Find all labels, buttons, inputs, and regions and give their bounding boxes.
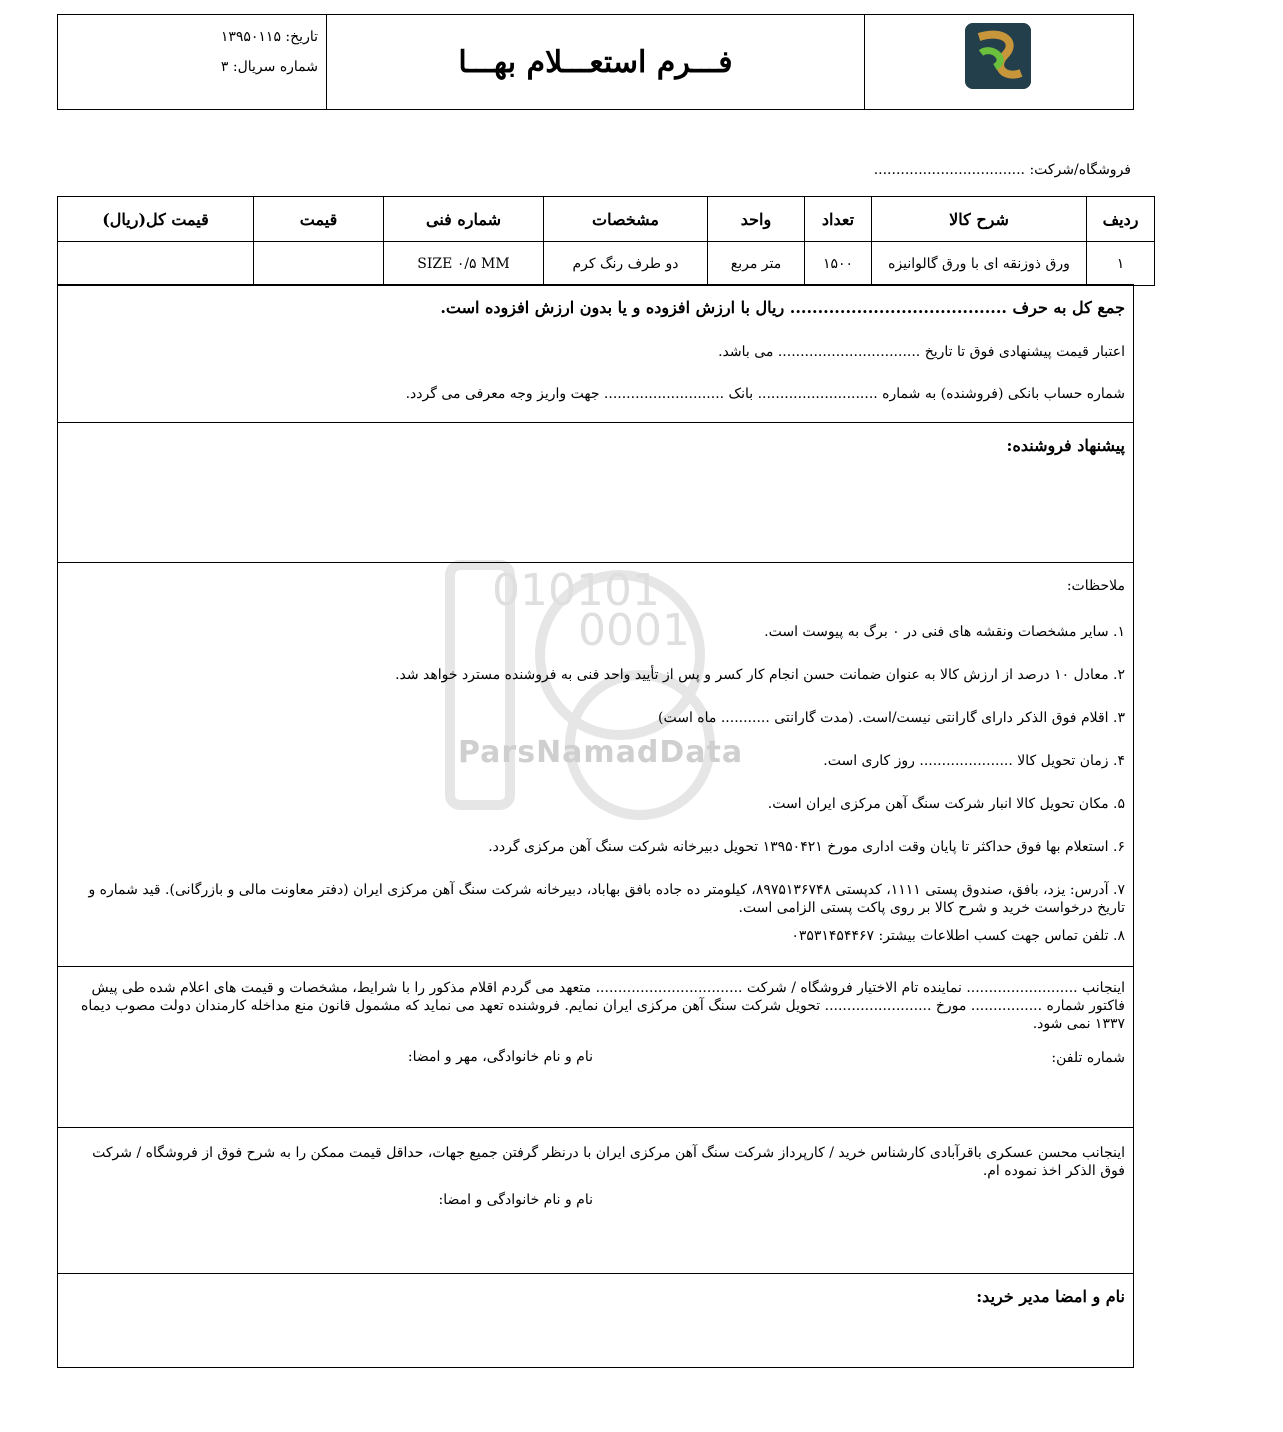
agent-statement: اینجانب محسن عسکری باقرآبادی کارشناس خرید / کارپرداز شرکت سنگ آهن مرکزی ایران با درنظر گرفتن جمیع جهات، حداقل قیمت ممکن را به شرح فوق از فروشگاه / شرکت فوق الذکر اخذ نموده ام. [92, 1145, 1125, 1179]
col-header-price: قیمت [254, 197, 384, 242]
col-header-total-price: قیمت کل(ریال) [58, 197, 254, 242]
note-item: ۱. سایر مشخصات ونقشه های فنی در ۰ برگ به پیوست است. [764, 624, 1125, 640]
items-table [57, 196, 1155, 286]
svg-text:010101: 010101 [492, 565, 660, 616]
seller-offer-label: پیشنهاد فروشنده: [1006, 436, 1125, 455]
col-header-tech-no: شماره فنی [384, 197, 544, 242]
date-line: تاریخ: ۱۳۹۵۰۱۱۵ [220, 29, 318, 45]
company-logo [965, 23, 1031, 89]
notes-section [57, 562, 1134, 967]
note-item: ۳. اقلام فوق الذکر دارای گارانتی نیست/است. (مدت گارانتی ........... ماه است) [658, 710, 1125, 726]
svg-text:0001: 0001 [578, 605, 690, 656]
purchase-manager-section [57, 1273, 1134, 1368]
cell-description: ورق ذوزنقه ای با ورق گالوانیزه [872, 242, 1087, 286]
price-validity: اعتبار قیمت پیشنهادی فوق تا تاریخ ................................ می باشد. [718, 344, 1125, 360]
notes-label: ملاحظات: [1066, 578, 1125, 594]
cell-row-no: ۱ [1087, 242, 1155, 286]
title-cell [326, 15, 864, 109]
serial-line: شماره سریال: ۳ [220, 59, 318, 75]
seller-commitment-text: اینجانب ......................... نماینده تام الاختیار فروشگاه / شرکت ................................. متعهد می گردم اقلام مذکور را با شرایط، مشخصات و قیمت های اعلام شده طی پیش فاکتور شماره ................ مورخ ........................ تحویل شرکت سنگ آهن مرکزی ایران نمایم. فروشنده تعهد می نماید که مشمول قانون منع مداخله کارمندان دولت مصوب دیماه ۱۳۳۷ نمی شود. [81, 980, 1125, 1032]
total-in-words: جمع کل به حرف ....................................... ریال با ارزش افزوده و یا بدون ارزش افزوده است. [440, 298, 1125, 317]
logo-cell [864, 15, 1133, 109]
note-item: ۴. زمان تحویل کالا ..................... روز کاری است. [823, 753, 1125, 769]
col-header-quantity: تعداد [805, 197, 872, 242]
col-header-row-no: ردیف [1087, 197, 1155, 242]
purchase-manager-label: نام و امضا مدیر خرید: [976, 1287, 1125, 1306]
col-header-unit: واحد [708, 197, 805, 242]
note-item: ۲. معادل ۱۰ درصد از ارزش کالا به عنوان ضمانت حسن انجام کار کسر و پس از تأیید واحد فنی به فروشنده مسترد خواهد شد. [395, 667, 1125, 683]
note-item: ۶. استعلام بها فوق حداکثر تا پایان وقت اداری مورخ ۱۳۹۵۰۴۲۱ تحویل دبیرخانه شرکت سنگ آهن مرکزی گردد. [488, 839, 1125, 855]
cell-total-price[interactable] [58, 242, 254, 286]
form-header [57, 14, 1134, 110]
totals-section [57, 284, 1134, 423]
table-row [58, 242, 1155, 286]
agent-name-sign-label: نام و نام خانوادگی و امضا: [438, 1192, 593, 1208]
seller-commitment-section [57, 966, 1134, 1128]
phone-label: شماره تلفن: [1051, 1050, 1125, 1066]
cell-price[interactable] [254, 242, 384, 286]
note-item: ۸. تلفن تماس جهت کسب اطلاعات بیشتر: ۰۳۵۳۱۴۵۴۴۶۷ [791, 928, 1125, 944]
seller-name-sign-label: نام و نام خانوادگی، مهر و امضا: [407, 1049, 593, 1065]
cell-specs: دو طرف رنگ کرم [544, 242, 708, 286]
seller-offer-section [57, 422, 1134, 563]
purchasing-agent-section [57, 1127, 1134, 1274]
form-title: فـــرم استعـــلام بهـــا [458, 44, 733, 80]
col-header-specs: مشخصات [544, 197, 708, 242]
note-item: ۷. آدرس: یزد، بافق، صندوق پستی ۱۱۱۱، کدپستی ۸۹۷۵۱۳۶۷۴۸، کیلومتر ده جاده بافق بهاباد، دبیرخانه شرکت سنگ آهن مرکزی ایران (دفتر معاونت مالی و بازرگانی). قید شماره و تاریخ درخواست خرید و شرح کالا بر روی پاکت پستی الزامی است. [88, 882, 1125, 916]
watermark-text: ParsNamadData [458, 735, 744, 770]
cell-quantity: ۱۵۰۰ [805, 242, 872, 286]
shop-line: فروشگاه/شرکت: .................................. [873, 162, 1131, 178]
table-header-row [58, 197, 1155, 242]
bank-account: شماره حساب بانکی (فروشنده) به شماره ........................... بانک ........................... جهت واریز وجه معرفی می گردد. [405, 386, 1125, 402]
note-item: ۵. مکان تحویل کالا انبار شرکت سنگ آهن مرکزی ایران است. [767, 796, 1125, 812]
col-header-description: شرح کالا [872, 197, 1087, 242]
cell-tech-no: SIZE ۰/۵ MM [384, 242, 544, 286]
cell-unit: متر مربع [708, 242, 805, 286]
meta-cell [58, 15, 328, 109]
